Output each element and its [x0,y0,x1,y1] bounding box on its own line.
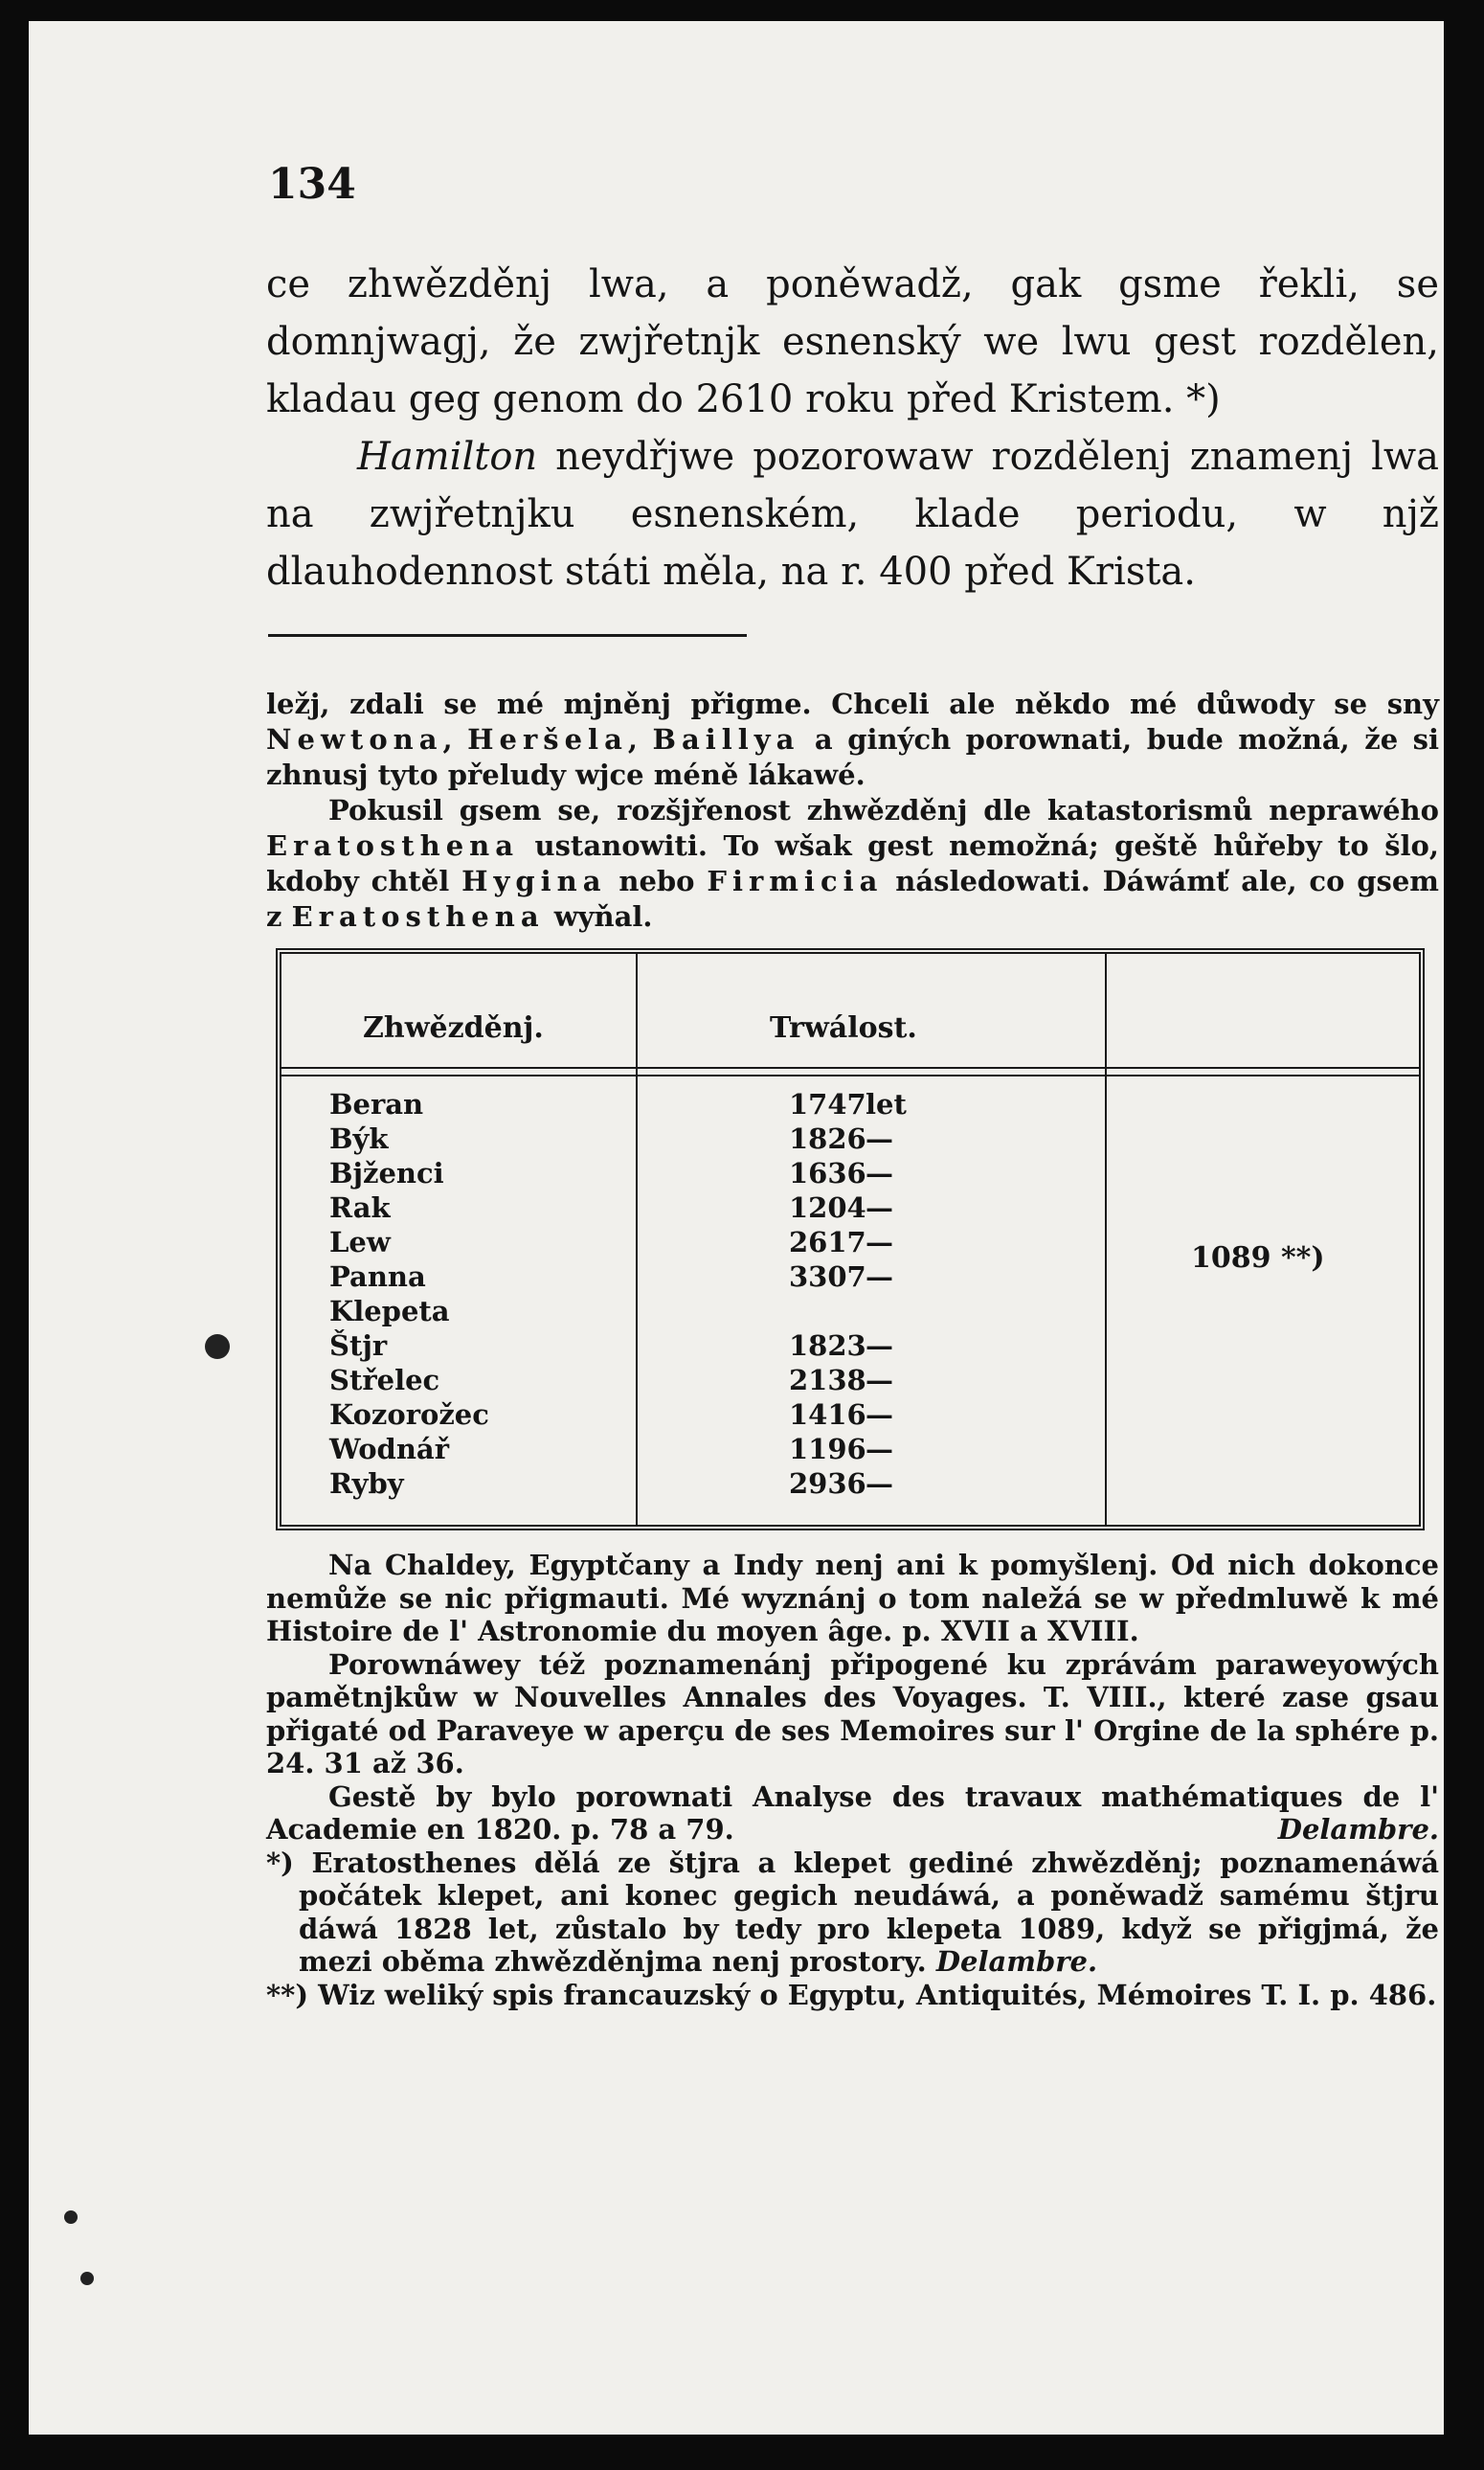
ditto-dash: — [866,1260,893,1293]
name-hyginus: Hygina [461,865,607,897]
ditto-dash: — [866,1329,893,1362]
ditto-dash: — [866,1398,893,1431]
constellation-name: Ryby [329,1467,404,1500]
duration-value: 1204 [789,1191,866,1224]
constellation-name: Klepeta [329,1295,450,1327]
ditto-dash: — [866,1364,893,1396]
note-text: ustanowiti. To wšak gest nemožná; geště hůřeby to šlo, kdoby chtěl [266,829,1439,897]
ditto-dash: — [866,1226,893,1258]
note-paragraph-1 [266,687,1439,793]
footnotes [266,1549,1439,2011]
header-duration: Trwálost. [770,1011,917,1045]
ink-dot [64,2210,78,2224]
duration-value: 2936 [789,1467,866,1500]
note-paravey: Porownáwey též poznamenánj připogené ku zprávám paraweyowých pamětnjkůw w Nouvelles Annales des Voyages. T. VIII., které zase gsau přigaté od Paraveye w aperçu de ses Memoires sur l' Orgine de la sphére p. 24. 31 až 36. [266,1647,1439,1779]
note-sep: , [627,723,653,756]
note-text: Pokusil gsem se, rozšjřenost zhwězděnj dle katastorismů neprawého [328,794,1439,827]
name-newton: Newtona [266,723,443,756]
table-row [281,1467,1419,1502]
signature-delambre: Delambre. [935,1945,1098,1978]
note-text: následowati. Dáwámť ale, co gsem z [266,865,1439,933]
note-text: Gestě by bylo porownati Analyse des travaux mathématiques de l' Academie en 1820. p. 78 a 79. [266,1779,1439,1846]
table-row [281,1433,1419,1467]
constellation-name: Kozorožec [329,1398,489,1431]
constellation-name: Štjr [329,1329,388,1362]
main-text [266,256,1439,601]
note-analyse [266,1780,1439,1847]
main-paragraph-2-text: neydřjwe pozorowaw rozdělenj znamenj lwa na zwjřetnjku esnenském, klade periodu, w njž dlauhodennost státi měla, na r. 400 před Krista. [266,435,1439,594]
duration-value: 1823 [789,1329,866,1362]
page-number: 134 [268,160,356,209]
table-row [281,1398,1419,1433]
footnote-2: **) Wiz weliký spis francauzský o Egyptu, Antiquités, Mémoires T. I. p. 486. [266,1978,1437,2011]
constellation-table [276,948,1425,1530]
table-row [281,1295,1419,1329]
constellation-name: Býk [329,1122,389,1155]
duration-value: 1416 [789,1398,866,1431]
constellation-name: Wodnář [329,1433,449,1465]
header-rule [281,1075,1419,1076]
duration-value: 1636 [789,1157,866,1190]
footnote-continuation [266,687,1439,935]
note-text: nebo [606,865,708,897]
name-eratosthenes: Eratosthena [291,900,545,933]
signature-delambre: Delambre. [1277,1813,1439,1846]
ditto-dash: — [866,1433,893,1465]
duration-unit: let [866,1088,907,1121]
constellation-name: Střelec [329,1364,440,1396]
table-row [281,1191,1419,1226]
ink-blot [205,1334,230,1359]
claws-duration-note: 1089 **) [1191,1241,1325,1275]
footnote-1 [266,1847,1439,1979]
constellation-name: Rak [329,1191,391,1224]
ditto-dash: — [866,1157,893,1190]
footnote-1-text: *) Eratosthenes dělá ze štjra a klepet gediné zhwězděnj; poznamenáwá počátek klepet, ani konec gegich neudáwá, a poněwadž samému štjru dáwá 1828 let, zůstalo by tedy pro klepeta 1089, když se přigjmá, že mezi oběma zhwězděnjma nenj prostory. [266,1846,1439,1978]
ditto-dash: — [866,1191,893,1224]
duration-value: 1747 [789,1088,866,1121]
constellation-name: Panna [329,1260,426,1293]
note-text: wyňal. [544,900,653,933]
name-herschel: Heršela [467,723,628,756]
book-page [29,21,1444,2435]
constellation-name: Bjženci [329,1157,444,1190]
table-row [281,1088,1419,1122]
author-name: Hamilton [357,435,538,479]
header-constellation: Zhwězděnj. [363,1011,544,1045]
note-chaldeans: Na Chaldey, Egyptčany a Indy nenj ani k pomyšlenj. Od nich dokonce nemůže se nic přigmauti. Mé wyznánj o tom naležá se w předmluwě k mé Histoire de l' Astronomie du moyen âge. p. XVII a XVIII. [266,1549,1439,1647]
main-paragraph-2 [266,428,1439,601]
ditto-dash: — [866,1122,893,1155]
main-paragraph-1: ce zhwězděnj lwa, a poněwadž, gak gsme řekli, se domnjwagj, že zwjřetnjk esnenský we lwu gest rozdělen, kladau geg genom do 2610 roku před Kristem. *) [266,262,1439,421]
separator-rule [268,634,747,637]
duration-value: 3307 [789,1260,866,1293]
note-text: a giných porownati, bude možná, že si zhnusj tyto přeludy wjce méně lákawé. [266,723,1440,791]
name-eratosthenes: Eratosthena [266,829,520,862]
name-firmicius: Firmicia [707,865,884,897]
name-bailly: Baillya [652,723,800,756]
duration-value: 1826 [789,1122,866,1155]
table-row [281,1329,1419,1364]
ditto-dash: — [866,1467,893,1500]
table-row [281,1364,1419,1398]
constellation-name: Lew [329,1226,391,1258]
table-row [281,1157,1419,1191]
duration-value: 2138 [789,1364,866,1396]
duration-value: 2617 [789,1226,866,1258]
note-text: ležj, zdali se mé mjněnj přigme. Chceli ale někdo mé důwody se sny [266,688,1439,720]
note-sep: , [442,723,468,756]
table-row [281,1122,1419,1157]
header-rule [281,1067,1419,1069]
duration-value: 1196 [789,1433,866,1465]
constellation-name: Beran [329,1088,424,1121]
note-paragraph-2 [266,793,1439,935]
ink-dot [80,2272,94,2285]
